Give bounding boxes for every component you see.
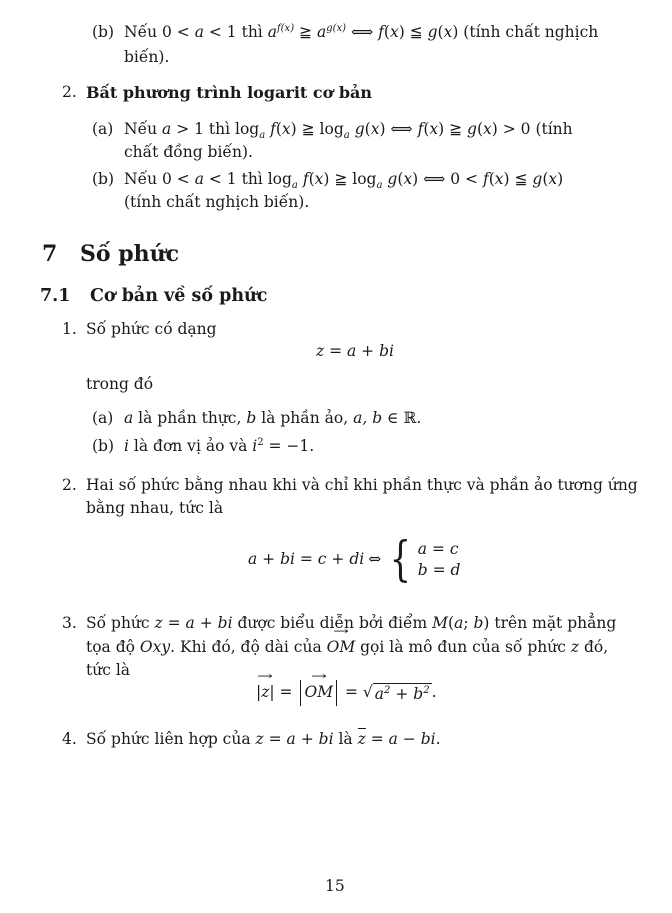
item2-number: 2. (62, 83, 77, 101)
subsection-number: 7.1 (40, 286, 71, 306)
p1-trong-do: trong đó (86, 375, 154, 393)
section-title: Số phức (80, 241, 179, 267)
p1b-label: (b) (92, 437, 115, 455)
p2-line1: Hai số phức bằng nhau khi và chỉ khi phần thực và phần ảo tương ứng (86, 476, 638, 494)
p1-text: Số phức có dạng (86, 320, 217, 338)
item2b-label: (b) (92, 170, 115, 188)
p2-number: 2. (62, 476, 77, 494)
case-1: a = c (417, 539, 459, 558)
p3-line2: tọa độ Oxy. Khi đó, độ dài của → OM gọi là mô đun của số phức z đó, (86, 638, 608, 656)
item2-title: Bất phương trình logarit cơ bản (86, 83, 373, 102)
item2a-label: (a) (92, 120, 114, 138)
item-b-text-line2: biến). (124, 48, 170, 66)
page-number: 15 (325, 877, 345, 895)
item2a-line1: Nếu a > 1 thì $\log_a f(x)$ ≧ $\log_a g(x)$ ⟺ f(x) ≧ g(x) > 0 (tính (124, 120, 573, 142)
item-b-text-line1: Nếu 0 < a < 1 thì $a^{f(x)}$ ≧ $a^{g(x)}$ ⟺ f(x) ≦ g(x) (tính chất nghịch (124, 23, 599, 42)
p2-line2: bằng nhau, tức là (86, 499, 224, 517)
subsection-title: Cơ bản về số phức (90, 286, 268, 306)
p4-text: Số phức liên hợp của z = a + bi là z = a − bi. (86, 730, 441, 748)
p1b-text: i là đơn vị ảo và $i^2 = -1$. (124, 437, 315, 456)
left-brace: { (389, 531, 412, 587)
item2b-line1: Nếu 0 < a < 1 thì $\log_a f(x)$ ≧ $\log_a g(x)$ ⟺ 0 < f(x) ≦ g(x) (124, 170, 564, 192)
p3-number: 3. (62, 614, 77, 632)
item-b-label: (b) (92, 23, 115, 41)
p1-number: 1. (62, 320, 77, 338)
p4-number: 4. (62, 730, 77, 748)
case-2: b = d (417, 560, 461, 579)
item2b-line2: (tính chất nghịch biến). (124, 193, 310, 211)
p3-line3: tức là (86, 661, 131, 679)
p2-system: a + bi = c + di ⇔ { a = c b = d (248, 531, 461, 587)
p3-line1: Số phức z = a + bi được biểu diễn bởi điểm M(a; b) trên mặt phẳng (86, 614, 617, 632)
item2a-line2: chất đồng biến). (124, 143, 253, 161)
p3-formula: |→ z| = → OM = √ $a^2 + b^2$ . (256, 680, 437, 706)
p1a-text: a là phần thực, b là phần ảo, a, b ∈ ℝ. (124, 409, 422, 427)
p1-formula: z = a + bi (316, 342, 394, 360)
p1a-label: (a) (92, 409, 114, 427)
section-number: 7 (42, 241, 58, 267)
